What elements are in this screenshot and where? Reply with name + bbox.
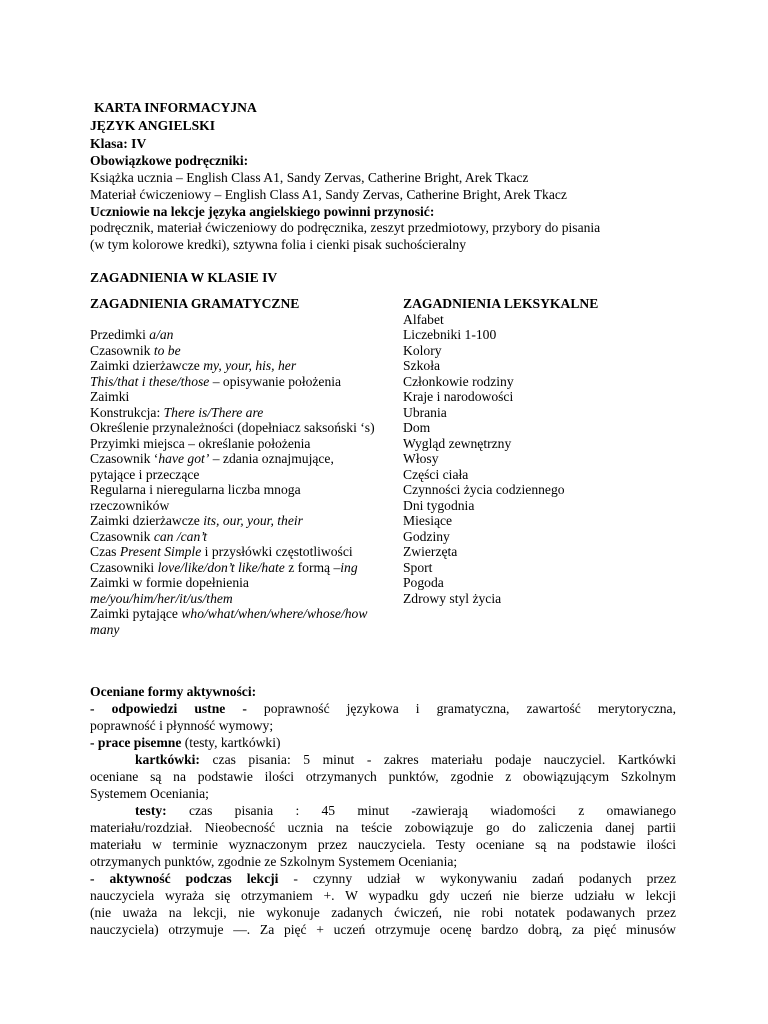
quiz-line-1: kartkówki: czas pisania: 5 minut - zakres materiału podaje nauczyciel. Kartkówki [135,752,676,767]
grammar-item: pytające i przeczące [90,467,200,482]
document-title: KARTA INFORMACYJNA [94,100,257,115]
topics-heading: ZAGADNIENIA W KLASIE IV [90,270,278,285]
subject-heading: JĘZYK ANGIELSKI [90,118,216,133]
activity-line-1: - aktywność podczas lekcji - czynny udział w wykonywaniu zadań podanych przez [90,871,676,886]
lexical-item: Kraje i narodowości [403,389,514,404]
grammar-item: Czasownik to be [90,343,181,358]
lexical-item: Dom [403,420,431,435]
bring-line-2: (w tym kolorowe kredki), sztywna folia i cienki pisak suchościeralny [90,237,466,252]
lexical-item: Kolory [403,343,442,358]
oral-line-1: - odpowiedzi ustne - poprawność językowa i gramatyczna, zawartość merytoryczna, [90,701,676,716]
lexical-heading: ZAGADNIENIA LEKSYKALNE [403,296,599,311]
lexical-item: Sport [403,560,433,575]
grammar-item: Czas Present Simple i przysłówki częstotliwości [90,544,353,559]
grammar-heading: ZAGADNIENIA GRAMATYCZNE [90,296,300,311]
test-line-4: otrzymanych punktów, zgodnie ze Szkolnym Systemem Oceniania; [90,854,458,869]
grammar-item: Przedimki a/an [90,327,174,342]
book-line-2: Materiał ćwiczeniowy – English Class A1, Sandy Zervas, Catherine Bright, Arek Tkacz [90,187,567,202]
lexical-item: Części ciała [403,467,469,482]
lexical-item: Ubrania [403,405,447,420]
grammar-item: Czasownik ‘have got’ – zdania oznajmujące, [90,451,334,466]
grammar-item: Określenie przynależności (dopełniacz saksoński ‘s) [90,420,375,435]
class-heading: Klasa: IV [90,136,147,151]
lexical-item: Członkowie rodziny [403,374,514,389]
grammar-item: Zaimki dzierżawcze my, your, his, her [90,358,297,373]
lexical-item: Dni tygodnia [403,498,475,513]
activity-line-3: (nie uważa na lekcji, nie wykonuje zadanych ćwiczeń, nie robi notatek podawanych przez [90,905,676,920]
grammar-item: Czasownik can /can’t [90,529,208,544]
lexical-item: Miesiące [403,513,453,528]
bring-heading: Uczniowie na lekcje języka angielskiego powinni przynosić: [90,204,435,219]
grammar-item: Zaimki dzierżawcze its, our, your, their [90,513,303,528]
lexical-item: Czynności życia codziennego [403,482,565,497]
grammar-item: Zaimki w formie dopełnienia [90,575,249,590]
grammar-item: Czasowniki love/like/don’t like/hate z formą –ing [90,560,358,575]
bring-line-1: podręcznik, materiał ćwiczeniowy do podręcznika, zeszyt przedmiotowy, przybory do pisania [90,220,601,235]
books-heading: Obowiązkowe podręczniki: [90,153,249,168]
lexical-item: Liczebniki 1-100 [403,327,497,342]
lexical-item: Zdrowy styl życia [403,591,502,606]
grammar-item: me/you/him/her/it/us/them [90,591,233,606]
grammar-item: many [90,622,120,637]
activity-line-2: nauczyciela wyraża się otrzymaniem +. W wypadku gdy uczeń nie bierze udziału w lekcji [90,888,676,903]
lexical-item: Włosy [403,451,439,466]
grammar-item: Konstrukcja: There is/There are [90,405,264,420]
assessment-heading: Oceniane formy aktywności: [90,684,257,699]
quiz-line-2: oceniane są na podstawie ilości otrzymanych punktów, zgodnie z obowiązującym Szkolnym [90,769,676,784]
grammar-item: Zaimki [90,389,130,404]
test-line-2: materiału/rozdział. Nieobecność ucznia na teście zobowiązuje go do zaliczenia danej partii [90,820,676,835]
grammar-item: Regularna i nieregularna liczba mnoga [90,482,301,497]
book-line-1: Książka ucznia – English Class A1, Sandy Zervas, Catherine Bright, Arek Tkacz [90,170,529,185]
quiz-line-3: Systemem Oceniania; [90,786,209,801]
written-line: - prace pisemne (testy, kartkówki) [90,735,281,750]
oral-line-2: poprawność i płynność wymowy; [90,718,274,733]
test-line-1: testy: czas pisania : 45 minut -zawierają wiadomości z omawianego [135,803,676,818]
grammar-item: Zaimki pytające who/what/when/where/whose/how [90,606,368,621]
lexical-item: Godziny [403,529,450,544]
lexical-item: Pogoda [403,575,444,590]
grammar-item: rzeczowników [90,498,170,513]
grammar-item: This/that i these/those – opisywanie położenia [90,374,342,389]
grammar-item: Przyimki miejsca – określanie położenia [90,436,311,451]
lexical-item: Szkoła [403,358,440,373]
lexical-item: Wygląd zewnętrzny [403,436,512,451]
lexical-item: Alfabet [403,312,444,327]
lexical-item: Zwierzęta [403,544,458,559]
activity-line-4: nauczyciela) otrzymuje —. Za pięć + uczeń otrzymuje ocenę bardzo dobrą, za pięć minusów [90,922,676,937]
test-line-3: materiału w terminie wyznaczonym przez nauczyciela. Testy oceniane są na podstawie ilości [90,837,676,852]
